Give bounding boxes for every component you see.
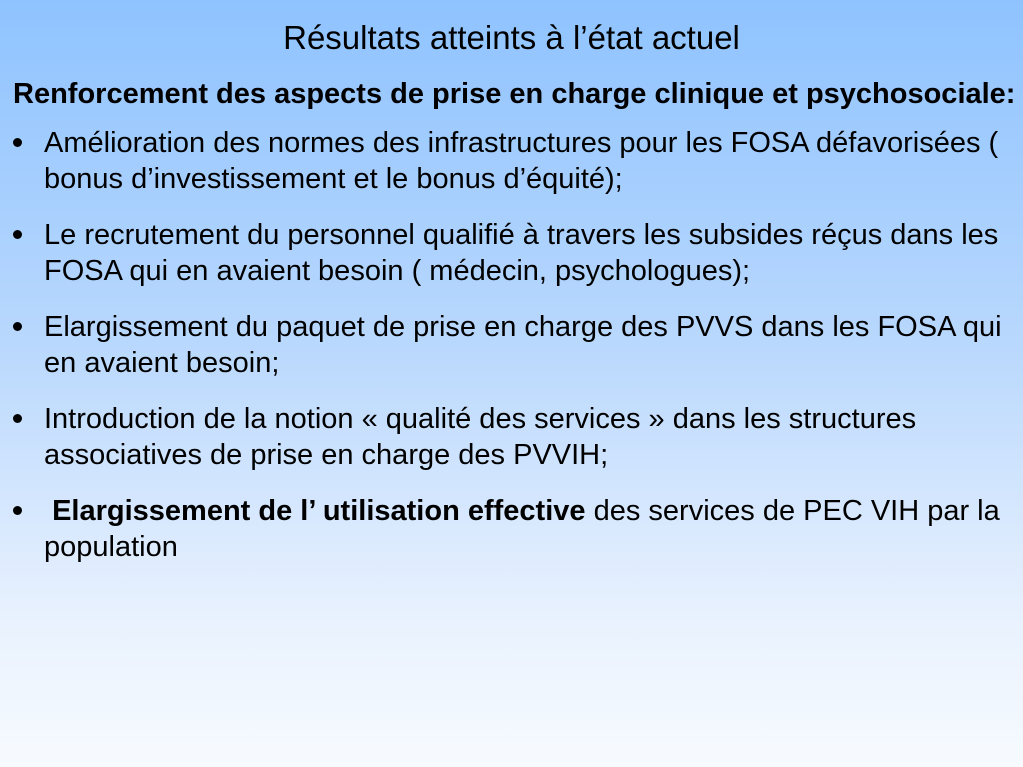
bullet-list	[13, 125, 1019, 565]
bullet-item-recruitment	[13, 217, 1019, 289]
bullet-rest-text: des services de PEC VIH par la population	[44, 495, 1000, 563]
bullet-dot-icon	[13, 230, 22, 239]
bullet-dot-icon	[13, 322, 22, 331]
bullet-item-package	[13, 309, 1019, 381]
section-heading: Renforcement des aspects de prise en charge clinique et psychosociale:	[13, 78, 1016, 110]
bullet-text: Amélioration des normes des infrastructures pour les FOSA défavorisées ( bonus d’investissement et le bonus d’équité);	[44, 127, 999, 195]
bullet-text: Introduction de la notion « qualité des services » dans les structures associatives de prise en charge des PVVIH;	[44, 403, 917, 471]
bullet-text: Elargissement du paquet de prise en charge des PVVS dans les FOSA qui en avaient besoin;	[44, 311, 1002, 379]
slide-content	[13, 74, 1019, 585]
bullet-item-quality	[13, 401, 1019, 473]
bullet-bold-text: Elargissement de l’ utilisation effective	[52, 495, 586, 527]
bullet-dot-icon	[13, 414, 22, 423]
bullet-item-utilisation	[13, 493, 1019, 565]
bullet-text: Le recrutement du personnel qualifié à travers les subsides réçus dans les FOSA qui en avaient besoin ( médecin, psychologues);	[44, 219, 999, 287]
slide-title: Résultats atteints à l’état actuel	[283, 19, 740, 56]
bullet-text-composite	[44, 495, 1000, 563]
bullet-dot-icon	[13, 138, 22, 147]
bullet-item-infrastructure	[13, 125, 1019, 197]
bullet-dot-icon	[13, 506, 22, 515]
